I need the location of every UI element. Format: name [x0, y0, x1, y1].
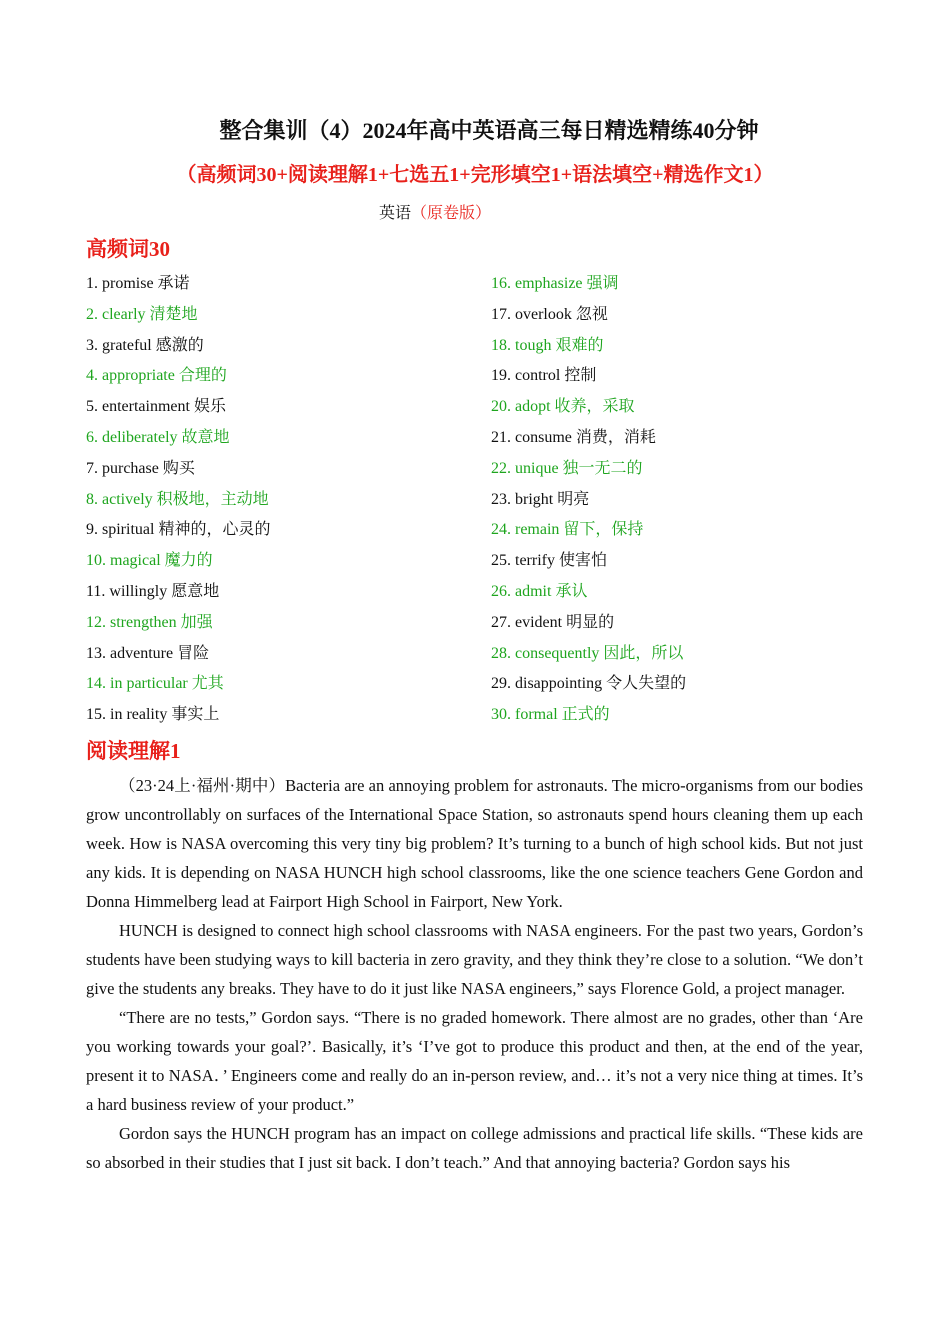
vocab-item: 29. disappointing 令人失望的: [491, 675, 687, 693]
vocab-item: 1. promise 承诺: [86, 275, 190, 292]
passage-paragraph: （23·24上·福州·期中）Bacteria are an annoying problem for astronauts. The micro-organisms from our bodies grow uncontrollably on surfaces of the International Space Station, so astronauts spend hours cleaning them up each week. How is NASA overcoming this very tiny big problem? It’s turning to a bunch of high school kids. But not just any kids. It is depending on NASA HUNCH high school classrooms, like the one science teachers Gene Gordon and Donna Himmelberg lead at Fairport High School in Fairport, New York.: [86, 776, 863, 911]
vocab-item: 23. bright 明亮: [491, 490, 590, 508]
vocab-item: 15. in reality 事实上: [86, 706, 220, 724]
vocab-item: 6. deliberately 故意地: [86, 429, 230, 446]
page-subtitle: （高频词30+阅读理解1+七选五1+完形填空1+语法填空+精选作文1）: [176, 164, 774, 186]
vocab-item: 5. entertainment 娱乐: [86, 398, 226, 416]
vocab-item: 13. adventure 冒险: [86, 644, 210, 662]
vocab-item: 11. willingly 愿意地: [86, 583, 220, 600]
vocab-item: 26. admit 承认: [491, 583, 588, 600]
vocab-item: 20. adopt 收养，采取: [491, 398, 635, 416]
reading-passage: [86, 771, 863, 1177]
vocab-item: 2. clearly 清楚地: [86, 305, 198, 323]
vocab-item: 9. spiritual 精神的，心灵的: [86, 521, 271, 539]
vocab-item: 28. consequently 因此，所以: [491, 644, 684, 662]
vocab-item: 8. actively 积极地，主动地: [86, 490, 269, 508]
vocab-item: 16. emphasize 强调: [491, 275, 619, 292]
vocab-item: 7. purchase 购买: [86, 459, 195, 477]
version-label: （原卷版）: [411, 203, 492, 222]
subject-line: [0, 200, 870, 223]
passage-paragraph: Gordon says the HUNCH program has an impact on college admissions and practical life skills. “These kids are so absorbed in their studies that I just sit back. I don’t teach.” And that annoying bacteria? Gordon says his: [86, 1124, 863, 1172]
vocab-item: 10. magical 魔力的: [86, 552, 213, 570]
vocab-item: 22. unique 独一无二的: [491, 459, 643, 477]
vocab-item: 14. in particular 尤其: [86, 675, 224, 693]
vocab-heading: 高频词30: [86, 237, 170, 261]
vocab-item: 3. grateful 感激的: [86, 336, 204, 354]
passage-paragraph: “There are no tests,” Gordon says. “There is no graded homework. There almost are no grades, other than ‘Are you working towards your goal?’. Basically, it’s ‘I’ve got to produce this product and then, at the end of the year, present it to NASA．’ Engineers come and really do an in-person review, and… it’s not a very nice thing at times. It’s a hard business review of your product.”: [86, 1008, 863, 1114]
vocab-item: 25. terrify 使害怕: [491, 552, 607, 570]
vocab-item: 30. formal 正式的: [491, 706, 610, 724]
subject-label: 英语: [378, 203, 411, 222]
vocab-item: 19. control 控制: [491, 367, 597, 385]
vocab-item: 4. appropriate 合理的: [86, 367, 227, 385]
reading-heading: 阅读理解1: [86, 739, 181, 763]
vocab-item: 17. overlook 忽视: [491, 305, 608, 323]
page-title: 整合集训（4）2024年高中英语高三每日精选精练40分钟: [219, 118, 759, 143]
vocab-item: 12. strengthen 加强: [86, 613, 213, 631]
passage-paragraph: HUNCH is designed to connect high school classrooms with NASA engineers. For the past two years, Gordon’s students have been studying ways to kill bacteria in zero gravity, and they think they’re close to a solution. “We don’t give the students any breaks. They have to do it just like NASA engineers,” says Florence Gold, a project manager.: [86, 921, 863, 998]
vocab-item: 21. consume 消费，消耗: [491, 429, 656, 446]
vocab-item: 18. tough 艰难的: [491, 336, 604, 354]
vocab-item: 27. evident 明显的: [491, 613, 615, 631]
vocab-item: 24. remain 留下，保持: [491, 521, 644, 539]
